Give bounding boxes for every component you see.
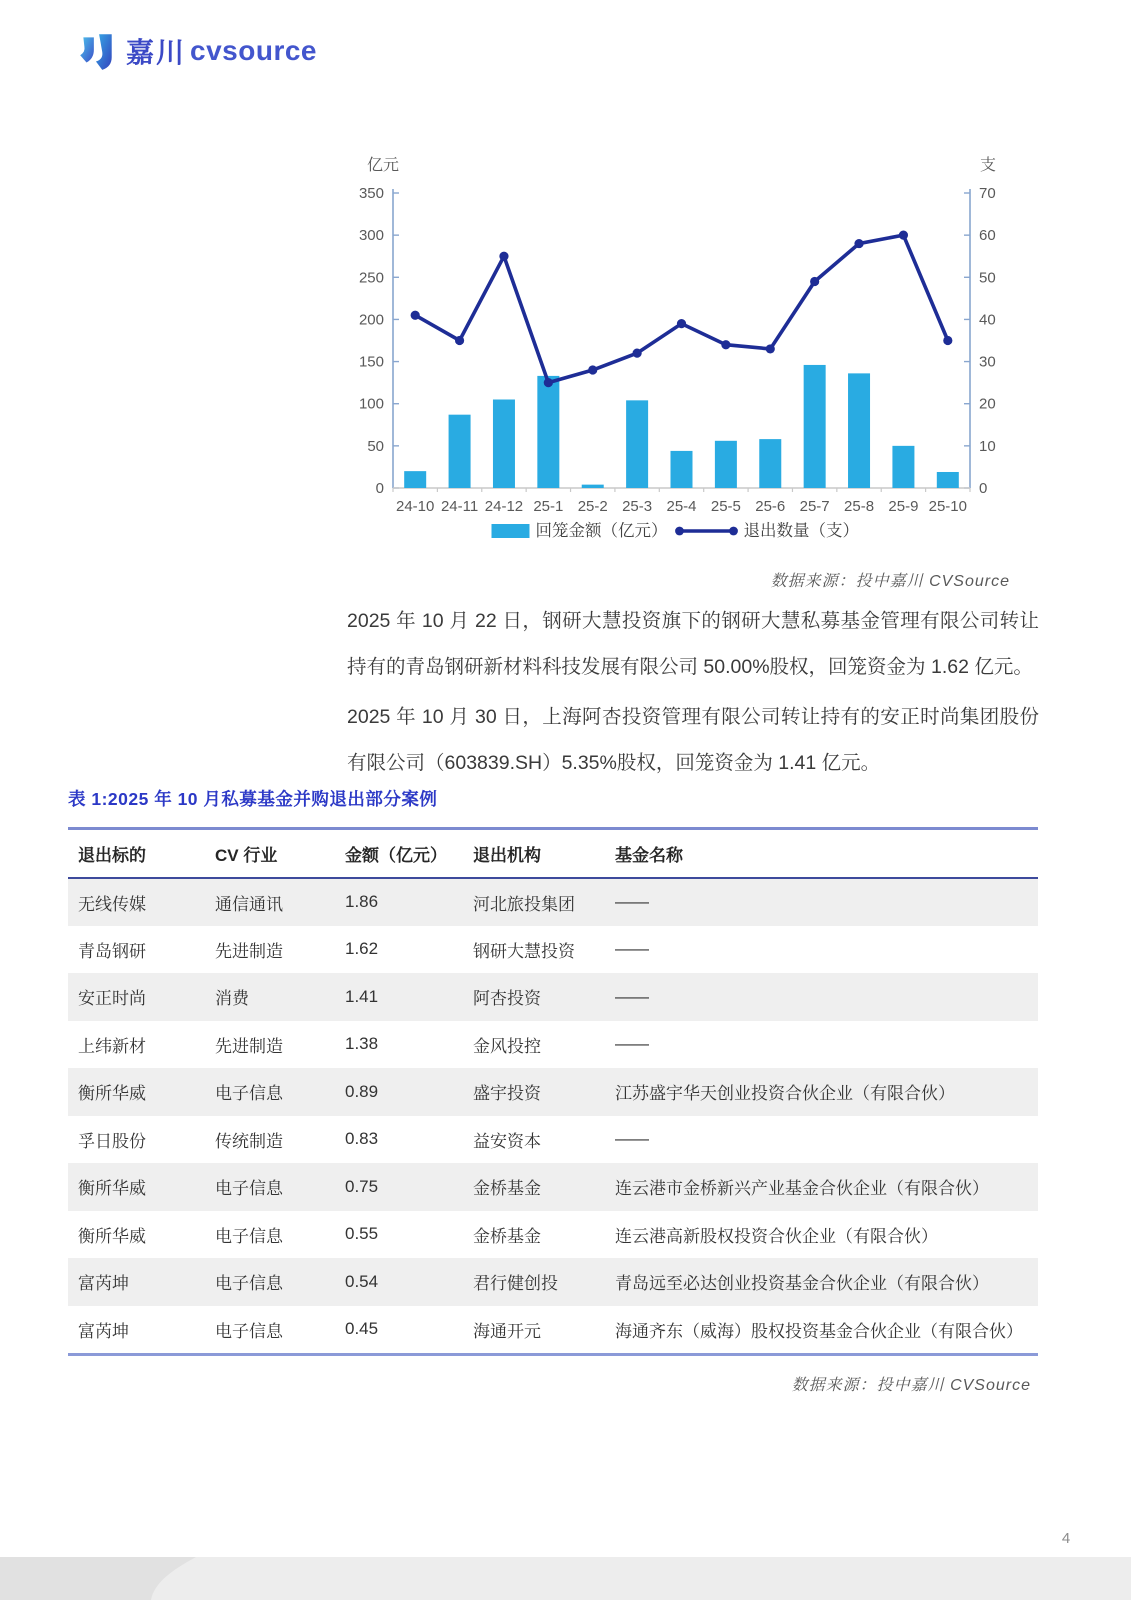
table-source-note: 数据来源：投中嘉川 CVSource	[791, 1377, 1031, 1394]
left-axis-tick-label: 100	[358, 395, 384, 413]
table-cell: 电子信息	[215, 1274, 283, 1294]
table-cell: 金桥基金	[473, 1226, 541, 1246]
column-header: 退出标的	[68, 830, 215, 878]
bar	[671, 451, 693, 488]
table-cell: 1.41	[345, 986, 379, 1006]
table-row	[68, 1021, 1038, 1069]
right-axis-title: 支	[979, 157, 997, 174]
bar	[759, 439, 781, 488]
table-cell: 通信通讯	[215, 894, 283, 914]
right-axis-tick-label: 40	[979, 311, 996, 329]
table-cell: 0.75	[345, 1176, 379, 1196]
x-axis-label: 24-10	[396, 498, 435, 515]
line-marker	[854, 239, 863, 248]
line-marker	[588, 365, 597, 374]
table-cell: 衡所华威	[78, 1226, 146, 1246]
table-cell: 连云港市金桥新兴产业基金合伙企业（有限合伙）	[615, 1179, 989, 1199]
table-cell: 安正时尚	[78, 989, 146, 1009]
right-axis-tick-label: 70	[979, 185, 996, 202]
right-axis-tick-label: 0	[979, 480, 988, 497]
footer-band	[0, 1557, 1131, 1600]
table-cell: 青岛钢研	[78, 941, 146, 961]
left-axis-tick-label: 150	[358, 353, 384, 371]
brand-logo	[76, 30, 317, 72]
table-cell: 无线传媒	[78, 894, 146, 914]
x-axis-label: 25-4	[666, 498, 697, 515]
paragraph-1: 2025 年 10 月 22 日，钢研大慧投资旗下的钢研大慧私募基金管理有限公司转让持有的青岛钢研新材料科技发展有限公司 50.00%股权，回笼资金为 1.62 亿元。	[347, 610, 1039, 678]
right-axis-tick-label: 20	[979, 395, 996, 413]
bar	[493, 400, 515, 489]
table-row	[68, 1211, 1038, 1259]
x-axis-label: 25-8	[844, 498, 875, 515]
line-marker	[721, 340, 730, 349]
paragraph-2: 2025 年 10 月 30 日，上海阿杏投资管理有限公司转让持有的安正时尚集团股份有限公司（603839.SH）5.35%股权，回笼资金为 1.41 亿元。	[347, 706, 1039, 774]
table-row	[68, 1306, 1038, 1354]
table-cell: 1.38	[345, 1034, 379, 1054]
table-cell: 电子信息	[215, 1179, 283, 1199]
x-axis-label: 25-3	[622, 498, 653, 515]
table-cell: 青岛远至必达创业投资基金合伙企业（有限合伙）	[615, 1274, 989, 1294]
line-marker	[633, 349, 642, 358]
bar	[715, 441, 737, 488]
table-cell: 益安资本	[473, 1131, 541, 1151]
column-header: 金额（亿元）	[345, 830, 473, 878]
line-marker	[766, 344, 775, 353]
table-cell: 上纬新材	[78, 1036, 146, 1056]
case-table	[68, 830, 1038, 1353]
table-cell: 连云港高新股权投资合伙企业（有限合伙）	[615, 1226, 938, 1246]
footer-corner-shape	[0, 1557, 1131, 1600]
line-marker	[544, 378, 553, 387]
chart-source-note: 数据来源：投中嘉川 CVSource	[770, 573, 1010, 590]
table-row	[68, 1068, 1038, 1116]
left-axis-title: 亿元	[366, 157, 399, 174]
table-row	[68, 926, 1038, 974]
table-cell: ——	[615, 939, 649, 959]
x-axis-label: 24-11	[440, 498, 479, 515]
legend-line-dot	[675, 527, 684, 536]
table-cell: 电子信息	[215, 1226, 283, 1246]
brand-name-en: cvsource	[190, 35, 317, 66]
table-cell: 先进制造	[215, 1036, 283, 1056]
table-cell: ——	[615, 892, 649, 912]
table-cell: 先进制造	[215, 941, 283, 961]
x-axis-label: 25-7	[799, 498, 830, 515]
table-cell: 富芮坤	[78, 1321, 129, 1341]
table-cell: 富芮坤	[78, 1274, 129, 1294]
page-number: 4	[1061, 1530, 1071, 1547]
x-axis-label: 24-12	[484, 498, 524, 515]
table-cell: ——	[615, 1129, 649, 1149]
table-cell: 传统制造	[215, 1131, 283, 1151]
bar	[582, 485, 604, 488]
left-axis-tick-label: 200	[358, 311, 384, 329]
table-cell: ——	[615, 986, 649, 1006]
table-cell: 海通开元	[473, 1321, 541, 1341]
legend-bar-label: 回笼金额（亿元）	[535, 522, 668, 540]
column-header: 基金名称	[615, 830, 1038, 878]
right-axis-tick-label: 10	[979, 437, 996, 455]
table-cell: 钢研大慧投资	[473, 941, 575, 961]
brand-name-cn: 嘉川	[126, 37, 187, 68]
table-cell: 消费	[215, 989, 249, 1009]
table-cell: 阿杏投资	[473, 989, 541, 1009]
left-axis-tick-label: 0	[375, 480, 384, 497]
bar	[537, 376, 559, 488]
line-marker	[943, 336, 952, 345]
line-marker	[899, 231, 908, 240]
column-header: 退出机构	[473, 830, 615, 878]
table-cell: ——	[615, 1034, 649, 1054]
left-axis-tick-label: 250	[358, 269, 384, 287]
table-cell: 君行健创投	[473, 1274, 558, 1294]
line-marker	[810, 277, 819, 286]
case-table-section	[68, 786, 1038, 1356]
table-cell: 衡所华威	[78, 1084, 146, 1104]
line-series	[415, 235, 948, 383]
x-axis-label: 25-5	[710, 498, 741, 515]
x-axis-label: 25-9	[888, 498, 919, 515]
table-cell: 0.54	[345, 1271, 379, 1291]
column-header: CV 行业	[215, 830, 345, 878]
table-cell: 衡所华威	[78, 1179, 146, 1199]
table-row	[68, 1163, 1038, 1211]
legend-bar-swatch	[492, 524, 530, 538]
table-cell: 0.55	[345, 1224, 379, 1244]
left-axis-tick-label: 300	[358, 227, 384, 245]
table-bottom-rule	[68, 1353, 1038, 1356]
table-row	[68, 973, 1038, 1021]
x-axis-label: 25-1	[533, 498, 564, 515]
x-axis-label: 25-10	[928, 498, 967, 515]
table-cell: 江苏盛宇华天创业投资合伙企业（有限合伙）	[615, 1084, 955, 1104]
table-cell: 盛宇投资	[473, 1084, 541, 1104]
line-marker	[499, 252, 508, 261]
right-axis-tick-label: 50	[979, 269, 996, 287]
line-marker	[455, 336, 464, 345]
bar	[449, 415, 471, 488]
table-cell: 金桥基金	[473, 1179, 541, 1199]
table-cell: 电子信息	[215, 1321, 283, 1341]
bar	[937, 472, 959, 488]
table-cell: 1.62	[345, 939, 379, 959]
x-axis-label: 25-2	[577, 498, 608, 515]
left-axis-tick-label: 350	[358, 185, 384, 202]
table-row	[68, 1258, 1038, 1306]
table-cell: 1.86	[345, 892, 379, 912]
table-cell: 0.83	[345, 1129, 379, 1149]
chart-canvas	[338, 148, 1014, 576]
table-row	[68, 1116, 1038, 1164]
left-axis-tick-label: 50	[367, 437, 384, 455]
table-cell: 金风投控	[473, 1036, 541, 1056]
table-header-row	[68, 830, 1038, 878]
exit-amount-count-chart	[338, 148, 1014, 576]
table-cell: 孚日股份	[78, 1131, 146, 1151]
x-axis-label: 25-6	[755, 498, 786, 515]
legend-line-dot	[729, 527, 738, 536]
right-axis-tick-label: 30	[979, 353, 996, 371]
table-cell: 海通齐东（威海）股权投资基金合伙企业（有限合伙）	[615, 1321, 1023, 1341]
table-title: 表 1:2025 年 10 月私募基金并购退出部分案例	[68, 789, 438, 809]
bar	[848, 373, 870, 488]
table-cell: 电子信息	[215, 1084, 283, 1104]
brand-logo-icon	[76, 30, 118, 72]
line-marker	[411, 311, 420, 320]
right-axis-tick-label: 60	[979, 227, 996, 245]
bar	[404, 471, 426, 488]
line-marker	[677, 319, 686, 328]
table-cell: 0.45	[345, 1319, 379, 1339]
legend-line-label: 退出数量（支）	[743, 522, 859, 540]
table-row	[68, 878, 1038, 926]
table-cell: 河北旅投集团	[473, 894, 575, 914]
bar	[626, 400, 648, 488]
table-cell: 0.89	[345, 1081, 379, 1101]
bar	[892, 446, 914, 488]
bar	[804, 365, 826, 488]
